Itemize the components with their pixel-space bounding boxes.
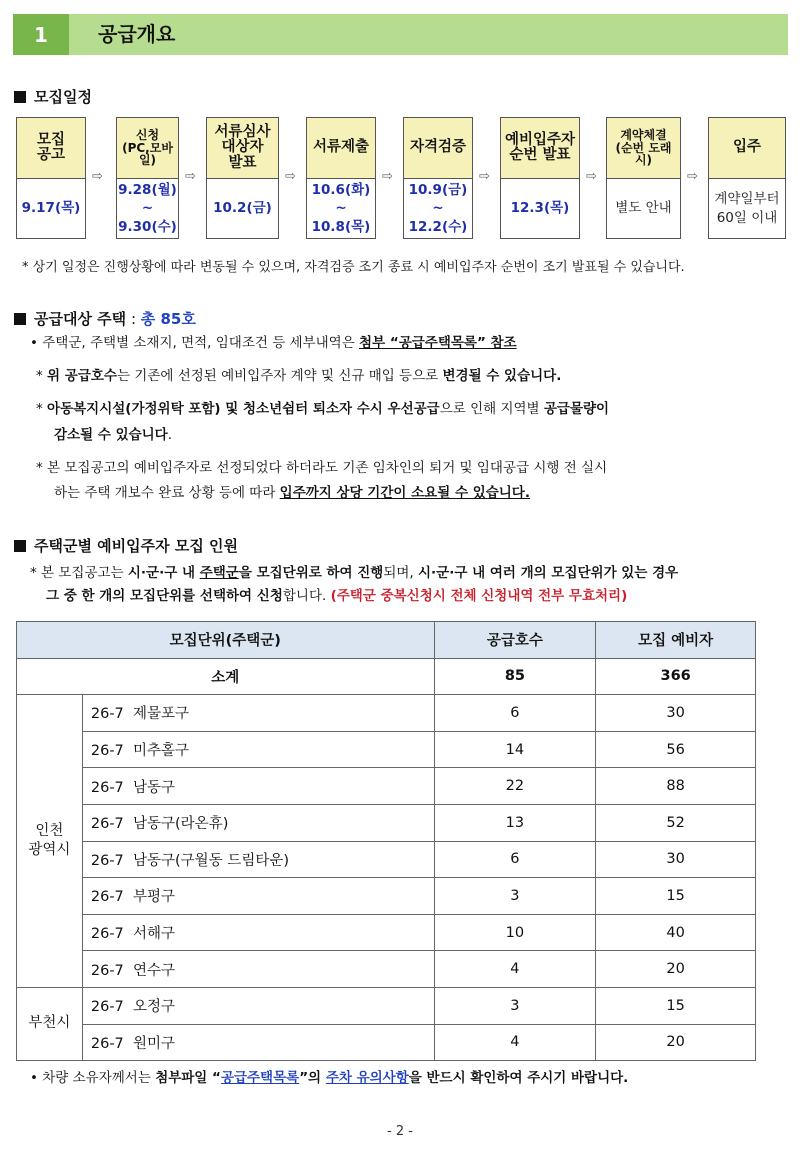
section-number: 1: [13, 14, 69, 55]
recruit-note-line-2: 그 중 한 개의 모집단위를 선택하여 신청합니다. (주택군 중복신청시 전체 신청내역 전부 무효처리): [46, 588, 628, 604]
unit-name-cell: 26-7 연수구: [82, 951, 434, 988]
supply-cell: 6: [434, 695, 596, 732]
arrow-right-icon: ⇨: [92, 169, 103, 184]
table-row: [17, 1024, 756, 1061]
table-row: [17, 914, 756, 951]
table-row: [17, 841, 756, 878]
square-bullet-icon: [14, 91, 26, 103]
reserve-cell: 40: [596, 914, 756, 951]
unit-name-cell: 26-7 원미구: [82, 1024, 434, 1061]
table-row: [17, 804, 756, 841]
col-header-reserve: 모집 예비자: [596, 622, 756, 659]
supply-note-2-cont: 감소될 수 있습니다.: [54, 427, 173, 443]
reserve-cell: 56: [596, 731, 756, 768]
schedule-step: [606, 117, 681, 239]
unit-name-cell: 26-7 서해구: [82, 914, 434, 951]
arrow-right-icon: ⇨: [687, 169, 698, 184]
schedule-step: [708, 117, 786, 239]
supply-cell: 4: [434, 1024, 596, 1061]
schedule-step-title: 예비입주자 순번 발표: [501, 118, 579, 179]
square-bullet-icon: [14, 540, 26, 552]
schedule-heading: 모집일정: [14, 86, 92, 107]
schedule-step: [206, 117, 279, 239]
subtotal-label: 소계: [17, 658, 435, 695]
schedule-flow: [16, 117, 786, 241]
table-row: [17, 695, 756, 732]
schedule-step-date: 10.6(화) ~ 10.8(목): [311, 182, 371, 235]
supply-note-1: * 위 공급호수는 기존에 선정된 예비입주자 계약 및 신규 매입 등으로 변경될 수 있습니다.: [36, 368, 562, 384]
unit-name-cell: 26-7 제물포구: [82, 695, 434, 732]
schedule-step-title: 서류제출: [307, 118, 375, 179]
table-row: [17, 951, 756, 988]
schedule-step-title: 입주: [709, 118, 785, 179]
bullet-dot-icon: •: [30, 1070, 38, 1086]
section-banner: [13, 14, 788, 55]
unit-name-cell: 26-7 남동구(구월동 드림타운): [82, 841, 434, 878]
closing-note: • 차량 소유자께서는 첨부파일 “공급주택목록”의 주차 유의사항을 반드시 확인하여 주시기 바랍니다.: [30, 1070, 629, 1086]
reserve-cell: 88: [596, 768, 756, 805]
reserve-cell: 30: [596, 695, 756, 732]
supply-cell: 3: [434, 878, 596, 915]
supply-cell: 10: [434, 914, 596, 951]
reserve-cell: 30: [596, 841, 756, 878]
supply-cell: 6: [434, 841, 596, 878]
table-row: [17, 731, 756, 768]
table-row: [17, 987, 756, 1024]
col-header-unit: 모집단위(주택군): [17, 622, 435, 659]
supply-cell: 14: [434, 731, 596, 768]
reserve-cell: 20: [596, 951, 756, 988]
table-row: [17, 768, 756, 805]
arrow-right-icon: ⇨: [586, 169, 597, 184]
recruit-note-line-1: * 본 모집공고는 시·군·구 내 주택군을 모집단위로 하여 진행되며, 시·군·구 내 여러 개의 모집단위가 있는 경우: [30, 565, 679, 581]
table-header-row: [17, 622, 756, 659]
reserve-cell: 20: [596, 1024, 756, 1061]
bullet-dot-icon: •: [30, 335, 38, 351]
recruit-table: [16, 621, 756, 1061]
unit-name-cell: 26-7 남동구: [82, 768, 434, 805]
supply-bullet: • 주택군, 주택별 소재지, 면적, 임대조건 등 세부내역은 첨부 “공급주택목록” 참조: [30, 335, 517, 351]
unit-name-cell: 26-7 남동구(라온휴): [82, 804, 434, 841]
schedule-step: [16, 117, 86, 239]
section-title: 공급개요: [98, 22, 176, 46]
reserve-cell: 15: [596, 878, 756, 915]
reserve-cell: 15: [596, 987, 756, 1024]
supply-heading: 공급대상 주택 : 총 85호: [14, 308, 196, 329]
schedule-step-date: 9.17(목): [21, 200, 81, 217]
unit-name-cell: 26-7 오정구: [82, 987, 434, 1024]
region-cell: 인천 광역시: [17, 695, 83, 988]
schedule-step: [306, 117, 376, 239]
recruit-heading: 주택군별 예비입주자 모집 인원: [14, 535, 238, 556]
subtotal-row: [17, 658, 756, 695]
schedule-step: [116, 117, 179, 239]
table-row: [17, 878, 756, 915]
schedule-step-date: 별도 안내: [615, 200, 672, 217]
supply-note-3: * 본 모집공고의 예비입주자로 선정되었다 하더라도 기존 임차인의 퇴거 및 임대공급 시행 전 실시: [36, 460, 608, 476]
schedule-step-date: 10.9(금) ~ 12.2(수): [408, 182, 468, 235]
supply-total: 총 85호: [140, 310, 196, 328]
reserve-cell: 52: [596, 804, 756, 841]
schedule-step-title: 자격검증: [404, 118, 472, 179]
arrow-right-icon: ⇨: [185, 169, 196, 184]
supply-cell: 22: [434, 768, 596, 805]
schedule-step-title: 계약체결 (순번 도래시): [607, 118, 680, 179]
schedule-step-date: 12.3(목): [510, 200, 570, 217]
arrow-right-icon: ⇨: [479, 169, 490, 184]
region-cell: 부천시: [17, 987, 83, 1060]
supply-cell: 13: [434, 804, 596, 841]
page-number: - 2 -: [387, 1124, 413, 1139]
unit-name-cell: 26-7 미추홀구: [82, 731, 434, 768]
unit-name-cell: 26-7 부평구: [82, 878, 434, 915]
schedule-step: [403, 117, 473, 239]
supply-note-3-cont: 하는 주택 개보수 완료 상황 등에 따라 입주까지 상당 기간이 소요될 수 있습니다.: [54, 485, 530, 501]
square-bullet-icon: [14, 313, 26, 325]
subtotal-reserve: 366: [596, 658, 756, 695]
supply-cell: 4: [434, 951, 596, 988]
supply-cell: 3: [434, 987, 596, 1024]
subtotal-supply: 85: [434, 658, 596, 695]
schedule-step-title: 신청 (PC,모바일): [117, 118, 178, 179]
supply-note-2: * 아동복지시설(가정위탁 포함) 및 청소년쉼터 퇴소자 수시 우선공급으로 인해 지역별 공급물량이: [36, 401, 610, 417]
schedule-step-title: 서류심사 대상자 발표: [207, 118, 278, 179]
schedule-note: * 상기 일정은 진행상황에 따라 변동될 수 있으며, 자격검증 조기 종료 시 예비입주자 순번이 조기 발표될 수 있습니다.: [22, 260, 685, 275]
schedule-step-title: 모집 공고: [17, 118, 85, 179]
schedule-step: [500, 117, 580, 239]
schedule-step-date: 10.2(금): [213, 200, 272, 217]
arrow-right-icon: ⇨: [285, 169, 296, 184]
schedule-step-date: 계약일부터 60일 이내: [714, 191, 780, 226]
arrow-right-icon: ⇨: [382, 169, 393, 184]
schedule-step-date: 9.28(월) ~ 9.30(수): [118, 182, 177, 235]
col-header-supply: 공급호수: [434, 622, 596, 659]
